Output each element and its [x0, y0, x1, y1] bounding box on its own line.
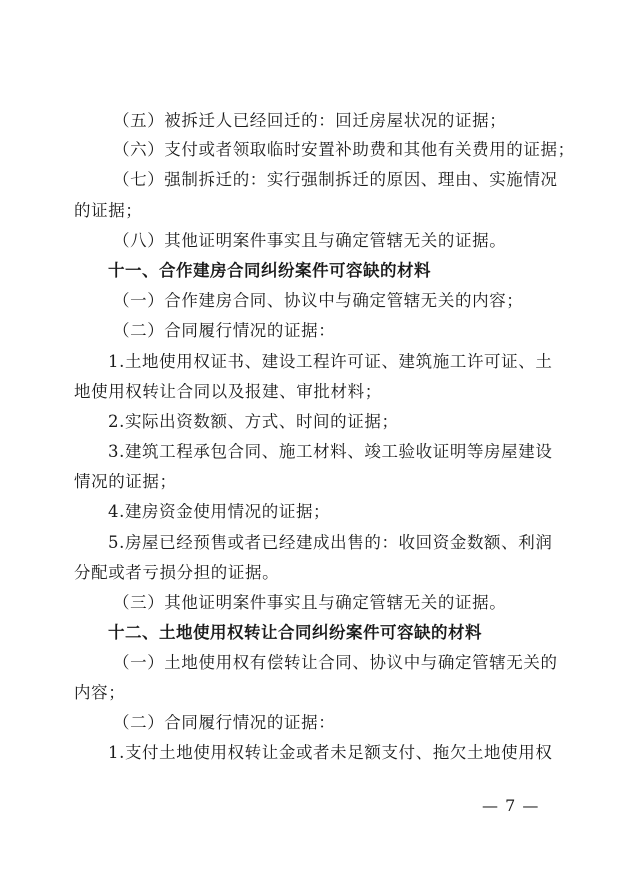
text-line: 1.支付土地使用权转让金或者未足额支付、拖欠土地使用权 — [108, 743, 553, 762]
text-line: （二）合同履行情况的证据： — [113, 321, 336, 340]
text-line: （一）合作建房合同、协议中与确定管辖无关的内容； — [113, 291, 524, 310]
text-line: 1.土地使用权证书、建设工程许可证、建筑施工许可证、土 — [108, 352, 553, 371]
text-line: （八）其他证明案件事实且与确定管辖无关的证据。 — [113, 231, 507, 250]
text-line: 的证据； — [74, 201, 143, 220]
text-line: （五）被拆迁人已经回迁的：回迁房屋状况的证据； — [113, 111, 507, 130]
page-number: — 7 — — [482, 796, 540, 815]
text-line: （六）支付或者领取临时安置补助费和其他有关费用的证据； — [113, 140, 575, 159]
section-heading: 十二、土地使用权转让合同纠纷案件可容缺的材料 — [108, 623, 482, 642]
text-line: （一）土地使用权有偿转让合同、协议中与确定管辖无关的 — [113, 653, 558, 672]
text-line: （七）强制拆迁的：实行强制拆迁的原因、理由、实施情况 — [113, 170, 558, 189]
text-line: 分配或者亏损分担的证据。 — [74, 563, 280, 582]
text-line: 4.建房资金使用情况的证据； — [108, 502, 331, 521]
text-line: 5.房屋已经预售或者已经建成出售的：收回资金数额、利润 — [108, 533, 553, 552]
text-line: （二）合同履行情况的证据： — [113, 713, 336, 732]
text-line: 情况的证据； — [74, 472, 177, 491]
section-heading: 十一、合作建房合同纠纷案件可容缺的材料 — [108, 261, 431, 280]
text-line: 3.建筑工程承包合同、施工材料、竣工验收证明等房屋建设 — [108, 442, 553, 461]
text-line: 2.实际出资数额、方式、时间的证据； — [108, 412, 399, 431]
text-line: 地使用权转让合同以及报建、审批材料； — [74, 382, 382, 401]
text-line: 内容； — [74, 683, 126, 702]
text-line: （三）其他证明案件事实且与确定管辖无关的证据。 — [113, 593, 507, 612]
